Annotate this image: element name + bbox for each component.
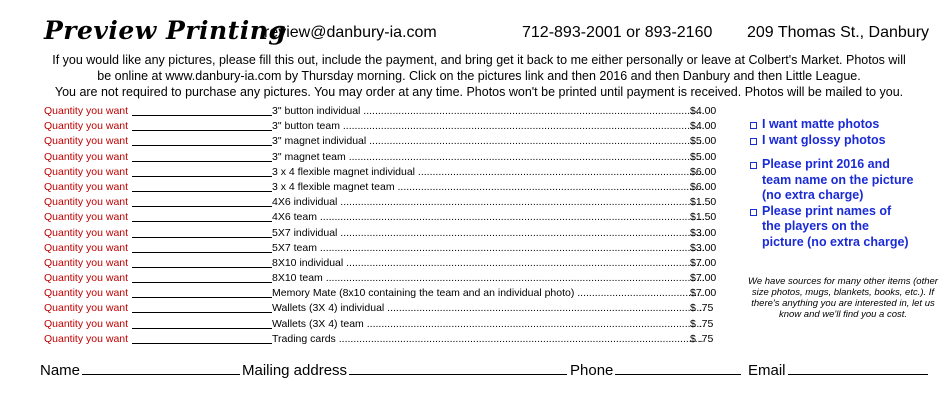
- item-row: [44, 286, 724, 301]
- qty-label: Quantity you want: [44, 165, 129, 178]
- item-row: [44, 150, 724, 165]
- phone-input-line[interactable]: [615, 360, 741, 375]
- qty-field[interactable]: [132, 161, 272, 162]
- qty-label: Quantity you want: [44, 287, 129, 300]
- qty-field[interactable]: [132, 176, 272, 177]
- item-row: [44, 134, 724, 149]
- checkbox-icon[interactable]: [750, 122, 757, 129]
- item-desc: 3" button individual .....: [272, 104, 704, 119]
- item-row: [44, 241, 724, 256]
- qty-field[interactable]: [132, 343, 272, 344]
- email-field[interactable]: [748, 360, 928, 379]
- header: [0, 6, 950, 46]
- intro-text: [34, 52, 924, 100]
- qty-field[interactable]: [132, 328, 272, 329]
- item-desc: 5X7 team .....: [272, 241, 704, 256]
- option-team-name-line-2: team name on the picture: [762, 172, 914, 187]
- item-desc: 3" magnet individual .....: [272, 134, 704, 149]
- qty-field[interactable]: [132, 115, 272, 116]
- item-price: $4.00: [690, 120, 717, 133]
- item-desc: 5X7 individual .....: [272, 226, 704, 241]
- qty-field[interactable]: [132, 206, 272, 207]
- name-input-line[interactable]: [82, 360, 240, 375]
- option-player-names-line-3: picture (no extra charge): [762, 234, 909, 249]
- item-row: [44, 180, 724, 195]
- other-items-note: We have sources for many other items (other size photos, mugs, blankets, books, etc.). If there's anything you are interested in, let us know and we'll find you a cost.: [748, 276, 938, 320]
- intro-line-2: be online at www.danbury-ia.com by Thursday morning. Click on the pictures link and then 2016 and then Danbury and then Little League.: [97, 69, 861, 83]
- item-desc: Wallets (3X 4) team .....: [272, 317, 704, 332]
- name-field[interactable]: [40, 360, 240, 379]
- qty-label: Quantity you want: [44, 150, 129, 163]
- qty-label: Quantity you want: [44, 180, 129, 193]
- item-price: $5.00: [690, 150, 717, 163]
- item-desc: 4X6 team .....: [272, 210, 704, 225]
- checkbox-icon[interactable]: [750, 209, 757, 216]
- qty-label: Quantity you want: [44, 226, 129, 239]
- item-desc: Memory Mate (8x10 containing the team and an individual photo) .....: [272, 286, 704, 301]
- mailing-label: Mailing address: [242, 362, 348, 379]
- qty-field[interactable]: [132, 252, 272, 253]
- option-matte[interactable]: [750, 117, 940, 133]
- mailing-field[interactable]: [242, 360, 567, 379]
- checkbox-icon[interactable]: [750, 138, 757, 145]
- name-label: Name: [40, 362, 81, 379]
- qty-field[interactable]: [132, 221, 272, 222]
- phone-label: Phone: [570, 362, 614, 379]
- option-glossy-label: I want glossy photos: [762, 132, 886, 147]
- qty-label: Quantity you want: [44, 105, 129, 117]
- qty-label: Quantity you want: [44, 272, 129, 285]
- qty-field[interactable]: [132, 237, 272, 238]
- phone-field[interactable]: [570, 360, 741, 379]
- qty-label: Quantity you want: [44, 120, 129, 133]
- intro-line-1: If you would like any pictures, please fill this out, include the payment, and bring get it back to me either personally or leave at Colbert's Market. Photos will: [52, 53, 906, 67]
- option-player-names[interactable]: [750, 204, 940, 251]
- qty-label: Quantity you want: [44, 135, 129, 148]
- qty-label: Quantity you want: [44, 332, 129, 345]
- item-desc: 3" magnet team .....: [272, 150, 704, 165]
- item-price: $ .75: [690, 317, 714, 330]
- item-desc: 8X10 individual .....: [272, 256, 704, 271]
- qty-label: Quantity you want: [44, 196, 129, 209]
- item-desc: 4X6 individual .....: [272, 195, 704, 210]
- item-desc: Trading cards .....: [272, 332, 704, 347]
- item-price: $5.00: [690, 135, 717, 148]
- qty-field[interactable]: [132, 191, 272, 192]
- option-team-name-line-3: (no extra charge): [762, 188, 864, 202]
- option-glossy[interactable]: [750, 133, 940, 149]
- option-player-names-line-2: the players on the: [762, 219, 869, 233]
- item-row: [44, 119, 724, 134]
- qty-field[interactable]: [132, 282, 272, 283]
- item-desc: Wallets (3X 4) individual .....: [272, 301, 704, 316]
- qty-field[interactable]: [132, 312, 272, 313]
- item-price: $3.00: [690, 226, 717, 239]
- item-desc: 3" button team .....: [272, 119, 704, 134]
- qty-field[interactable]: [132, 130, 272, 131]
- item-price: $1.50: [690, 196, 717, 209]
- email-input-line[interactable]: [788, 360, 928, 375]
- qty-field[interactable]: [132, 267, 272, 268]
- item-desc: 8X10 team .....: [272, 271, 704, 286]
- qty-label: Quantity you want: [44, 317, 129, 330]
- item-price: $7.00: [690, 256, 717, 269]
- brand-title: Preview Printing: [44, 16, 287, 45]
- item-price: $7.00: [690, 287, 717, 300]
- qty-label: Quantity you want: [44, 211, 129, 224]
- checkbox-icon[interactable]: [750, 162, 757, 169]
- qty-label: Quantity you want: [44, 256, 129, 269]
- item-price: $7.00: [690, 272, 717, 285]
- option-team-name[interactable]: [750, 157, 940, 204]
- order-items: [44, 104, 724, 347]
- item-price: $6.00: [690, 165, 717, 178]
- print-options: [750, 117, 940, 250]
- item-desc: 3 x 4 flexible magnet team .....: [272, 180, 704, 195]
- qty-label: Quantity you want: [44, 241, 129, 254]
- item-row: [44, 317, 724, 332]
- option-player-names-line-1: Please print names of: [762, 203, 892, 218]
- item-row: [44, 301, 724, 316]
- item-row: [44, 195, 724, 210]
- item-row: [44, 256, 724, 271]
- contact-email: review@danbury-ia.com: [264, 24, 437, 41]
- item-desc: 3 x 4 flexible magnet individual .....: [272, 165, 704, 180]
- item-price: $1.50: [690, 211, 717, 224]
- contact-address: 209 Thomas St., Danbury: [747, 24, 930, 41]
- item-row: [44, 271, 724, 286]
- option-matte-label: I want matte photos: [762, 117, 880, 131]
- mailing-input-line[interactable]: [349, 360, 567, 375]
- item-row: [44, 226, 724, 241]
- qty-label: Quantity you want: [44, 302, 129, 315]
- item-price: $3.00: [690, 241, 717, 254]
- item-price: $6.00: [690, 180, 717, 193]
- item-price: $ .75: [690, 302, 714, 315]
- qty-field[interactable]: [132, 297, 272, 298]
- item-price: $ .75: [690, 332, 714, 345]
- email-label: Email: [748, 362, 786, 379]
- item-row: [44, 165, 724, 180]
- qty-field[interactable]: [132, 145, 272, 146]
- intro-line-3: You are not required to purchase any pictures. You may order at any time. Photos won't be printed until payment is received. Photos will be mailed to you.: [54, 85, 904, 99]
- item-row: [44, 332, 724, 347]
- contact-phone: 712-893-2001 or 893-2160: [522, 24, 713, 41]
- item-row: [44, 104, 724, 119]
- item-price: $4.00: [690, 105, 717, 117]
- item-row: [44, 210, 724, 225]
- option-team-name-line-1: Please print 2016 and: [762, 157, 890, 171]
